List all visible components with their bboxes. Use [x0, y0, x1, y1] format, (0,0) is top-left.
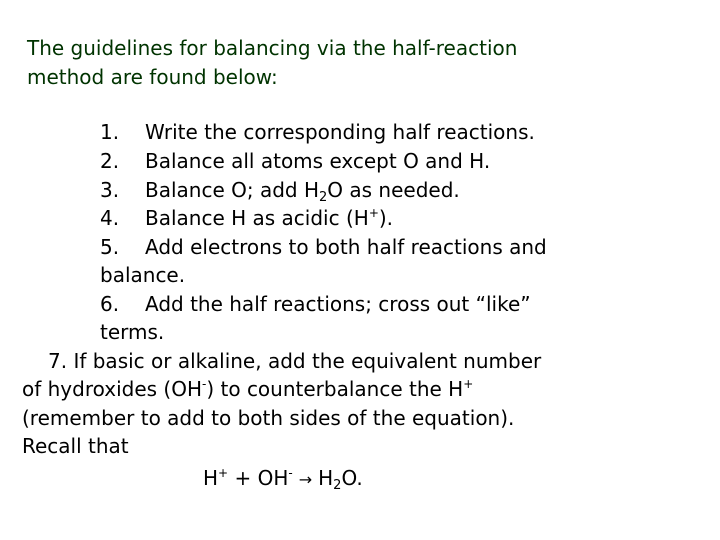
equation-term: + OH — [228, 466, 289, 490]
step-number: 4. — [100, 206, 120, 230]
superscript: + — [463, 377, 474, 391]
step-text: (remember to add to both sides of the equation). — [22, 406, 515, 430]
step-7-line-2 — [22, 375, 473, 404]
step-text: Write the corresponding half reactions. — [145, 120, 535, 144]
step-number: 5. — [100, 235, 120, 259]
step-text: Balance O; add H — [145, 178, 320, 202]
step-6 — [100, 290, 531, 319]
step-number: 1. — [100, 120, 120, 144]
subscript: 2 — [319, 190, 328, 205]
step-number: 3. — [100, 178, 120, 202]
equation-term: H — [318, 466, 334, 490]
step-text: of hydroxides (OH — [22, 377, 202, 401]
superscript: + — [218, 466, 229, 480]
step-text: terms. — [100, 320, 165, 344]
step-7 — [48, 347, 541, 376]
step-7-line-3 — [22, 404, 514, 433]
step-7-line-4 — [22, 432, 129, 461]
step-1 — [100, 118, 535, 147]
step-text: balance. — [100, 263, 186, 287]
intro-text: The guidelines for balancing via the half-reaction method are found below: — [27, 36, 518, 89]
right-arrow-icon: → — [298, 470, 313, 489]
step-4 — [100, 204, 393, 233]
step-text: Recall that — [22, 434, 129, 458]
step-2 — [100, 147, 490, 176]
equation-term: H — [203, 466, 219, 490]
step-6-continued — [100, 318, 164, 347]
step-text: Add the half reactions; cross out “like” — [145, 292, 531, 316]
equation-term: O. — [341, 466, 363, 490]
equation — [203, 464, 363, 495]
step-text: Balance all atoms except O and H. — [145, 149, 491, 173]
step-text: Add electrons to both half reactions and — [145, 235, 547, 259]
step-text: Balance H as acidic (H — [145, 206, 369, 230]
step-number: 2. — [100, 149, 120, 173]
step-text: O as needed. — [327, 178, 460, 202]
step-text: ) to counterbalance the H — [206, 377, 464, 401]
superscript: + — [368, 206, 379, 220]
step-number: 6. — [100, 292, 120, 316]
superscript: - — [202, 377, 207, 391]
subscript: 2 — [333, 478, 342, 493]
step-5-continued — [100, 261, 185, 290]
step-text: 7. If basic or alkaline, add the equivalent number — [48, 349, 542, 373]
step-5 — [100, 233, 547, 262]
step-3 — [100, 176, 460, 205]
step-text: ). — [378, 206, 394, 230]
superscript: - — [288, 466, 293, 480]
